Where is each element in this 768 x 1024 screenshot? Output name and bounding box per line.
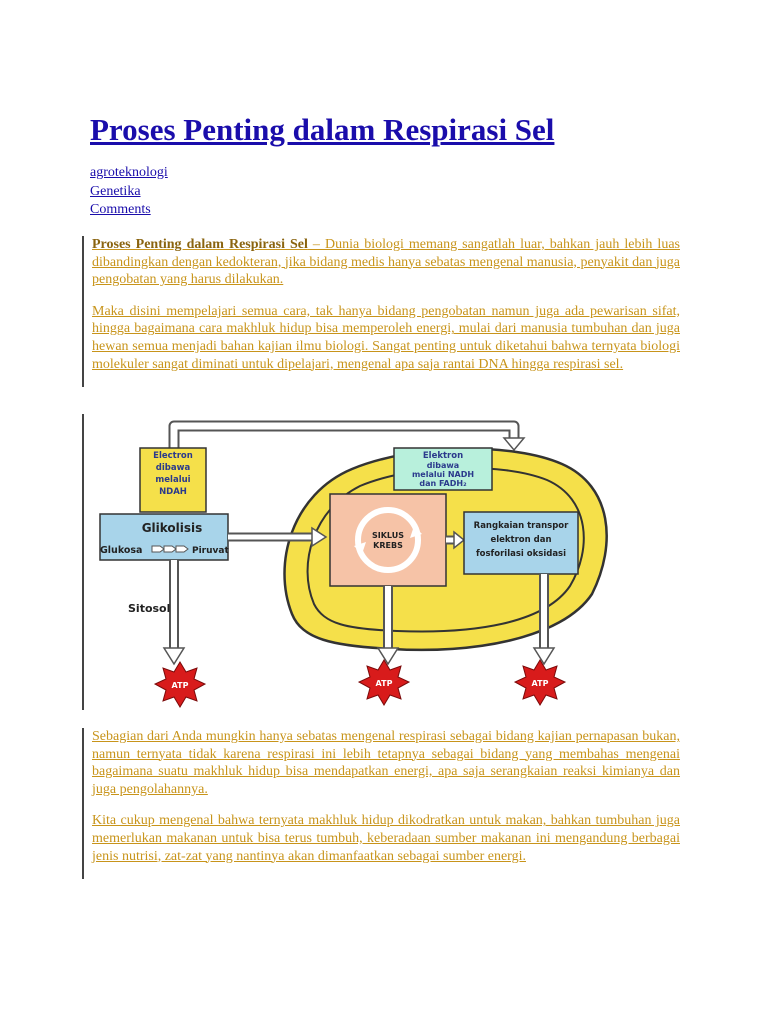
body-block — [82, 728, 680, 879]
atp-label-2: ATP — [375, 679, 393, 688]
comments-link[interactable]: Comments — [90, 202, 151, 217]
transpor-line1: Rangkaian transpor — [473, 521, 569, 531]
glukosa-label: Glukosa — [100, 545, 143, 556]
respiration-diagram — [82, 414, 684, 710]
category-link-agroteknologi[interactable]: agroteknologi — [90, 165, 168, 180]
electron-ndah-line2: dibawa — [155, 463, 191, 473]
siklus-line1: SIKLUS — [371, 531, 405, 540]
intro-text: – Dunia biologi memang sangatlah luar, bahkan jauh lebih luas dibandingkan dengan kedokteran, jika bidang medis hanya sebatas mengenal manusia, penyakit dan juga pengobatan yang harus dilakukan. — [92, 237, 680, 288]
intro-block — [82, 236, 680, 387]
electron-nadh-line3: melalui NADH — [411, 470, 475, 479]
paragraph-3[interactable]: Sebagian dari Anda mungkin hanya sebatas mengenal respirasi sebagai bidang kajian pernapasan bukan, namun ternyata tidak karena respirasi ini lebih tetapnya sebagai bidang yang membahas mengenai bagaimana suatu makhluk hidup bisa mendapatkan energi, apa saja serangkaian reaksi kimianya dan juga pengolahannya. — [92, 729, 680, 797]
electron-ndah-line4: NDAH — [159, 487, 187, 497]
page-title[interactable]: Proses Penting dalam Respirasi Sel — [90, 112, 555, 147]
category-link-genetika[interactable]: Genetika — [90, 183, 141, 199]
intro-bold-lead: Proses Penting dalam Respirasi Sel — [92, 237, 308, 252]
paragraph-4[interactable]: Kita cukup mengenal bahwa ternyata makhluk hidup dikodratkan untuk makan, bahkan tumbuhan juga memerlukan makanan untuk bisa terus tumbuh, keberadaan sumber makanan ini mengandung berbagai jenis nutrisi, zat-zat yang nantinya akan dimanfaatkan sebagai sumber energi. — [92, 813, 680, 864]
electron-ndah-line1: Electron — [153, 451, 193, 461]
sitosol-label: Sitosol — [128, 602, 171, 615]
paragraph-2[interactable]: Maka disini mempelajari semua cara, tak hanya bidang pengobatan namun juga ada pewarisan sifat, hingga bagaimana cara makhluk hidup bisa memperoleh energi, mulai dari manusia tumbuhan dan juga hewan semua menjadi bahan kajian ilmu biologi. Sangat penting untuk diketahui bahwa ternyata biologi molekuler sangat diminati untuk dipelajari, mengenal apa saja rantai DNA hingga respirasi sel. — [92, 303, 680, 372]
electron-nadh-line4: dan FADH₂ — [419, 479, 467, 488]
electron-nadh-line2: dibawa — [426, 461, 460, 470]
top-loop-arrowhead — [504, 438, 524, 450]
siklus-line2: KREBS — [373, 541, 403, 550]
transpor-line2: elektron dan — [490, 535, 552, 545]
top-loop-arrow — [174, 426, 514, 448]
electron-nadh-line1: Elektron — [422, 451, 464, 461]
atp-label-3: ATP — [531, 679, 549, 688]
diagram-svg — [92, 414, 682, 710]
transpor-line3: fosforilasi oksidasi — [475, 549, 567, 559]
piruvat-label: Piruvat — [192, 546, 229, 556]
intro-paragraph[interactable] — [92, 236, 680, 289]
glikolisis-label: Glikolisis — [141, 521, 203, 535]
chain-arrows-icon — [152, 546, 188, 552]
atp-label-1: ATP — [171, 681, 189, 690]
category-list — [90, 164, 168, 220]
electron-ndah-line3: melalui — [155, 475, 191, 485]
